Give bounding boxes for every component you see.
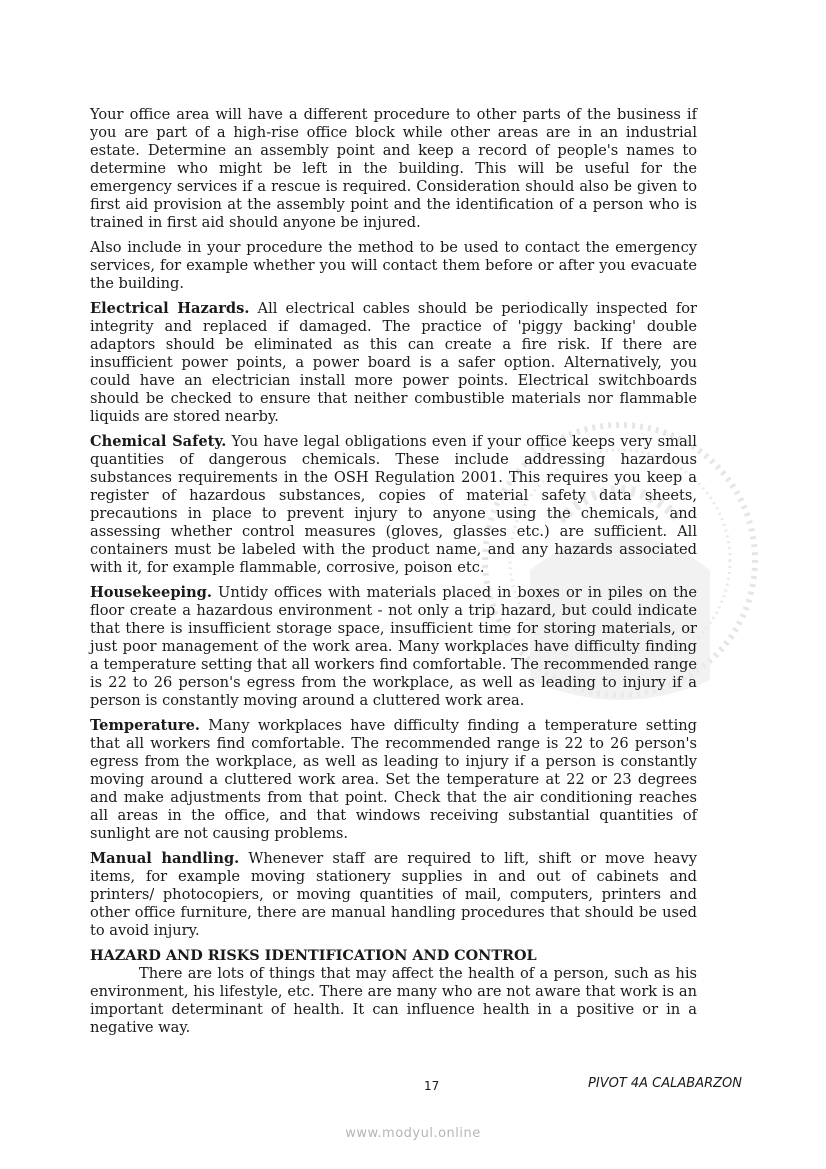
paragraph-closing: There are lots of things that may affect the health of a person, such as his environment, his lifestyle, etc. There are many who are not aware that work is an important determinant of health. It can influence health in a positive or in a negative way.	[90, 965, 697, 1036]
section-electrical-lead: Electrical Hazards.	[90, 300, 250, 317]
site-watermark-text: www.modyul.online	[345, 1126, 481, 1141]
page-body	[90, 106, 697, 1044]
section-heading: HAZARD AND RISKS IDENTIFICATION AND CONTROL	[90, 947, 537, 964]
section-chemical-safety	[90, 433, 697, 577]
paragraph-assembly-point: Your office area will have a different procedure to other parts of the business if you are part of a high-rise office block while other areas are in an industrial estate. Determine an assembly point and keep a record of people's names to determine who might be left in the building. This will be useful for the emergency services if a rescue is required. Consideration should also be given to first aid provision at the assembly point and the identification of a person who is trained in first aid should anyone be injured.	[90, 106, 697, 231]
section-electrical-text: All electrical cables should be periodically inspected for integrity and replaced if damaged. The practice of 'piggy backing' double adaptors should be eliminated as this can create a fire risk. If there are insufficient power points, a power board is a safer option. Alternatively, you could have an electrician install more power points. Electrical switchboards should be checked to ensure that neither combustible materials nor flammable liquids are stored nearby.	[90, 300, 697, 425]
section-electrical-hazards	[90, 300, 697, 426]
section-housekeeping-text: Untidy offices with materials placed in boxes or in piles on the floor create a hazardous environment - not only a trip hazard, but could indicate that there is insufficient storage space, insufficient time for storing materials, or just poor management of the work area. Many workplaces have difficulty finding a temperature setting that all workers find comfortable. The recommended range is 22 to 26 person's egress from the workplace, as well as leading to injury if a person is constantly moving around a cluttered work area.	[90, 584, 697, 709]
paragraph-emergency-contact: Also include in your procedure the method to be used to contact the emergency services, for example whether you will contact them before or after you evacuate the building.	[90, 239, 697, 292]
section-chemical-lead: Chemical Safety.	[90, 433, 227, 450]
section-temperature-text: Many workplaces have difficulty finding a temperature setting that all workers find comfortable. The recommended range is 22 to 26 person's egress from the workplace, as well as leading to injury if a person is constantly moving around a cluttered work area. Set the temperature at 22 or 23 degrees and make adjustments from that point. Check that the air conditioning reaches all areas in the office, and that windows receiving substantial quantities of sunlight are not causing problems.	[90, 717, 697, 842]
section-manual-handling	[90, 850, 697, 940]
section-temperature	[90, 717, 697, 843]
section-housekeeping-lead: Housekeeping.	[90, 584, 212, 601]
section-manual-text: Whenever staff are required to lift, shift or move heavy items, for example moving stationery supplies in and out of cabinets and printers/ photocopiers, or moving quantities of mail, computers, printers and other office furniture, there are manual handling procedures that should be used to avoid injury.	[90, 850, 697, 939]
page-number: 17	[424, 1079, 440, 1093]
section-housekeeping	[90, 584, 697, 710]
section-chemical-text: You have legal obligations even if your office keeps very small quantities of dangerous chemicals. These include addressing hazardous substances requirements in the OSH Regulation 2001. This requires you keep a register of hazardous substances, copies of material safety data sheets, precautions in place to prevent injury to anyone using the chemicals, and assessing whether control measures (gloves, glasses etc.) are sufficient. All containers must be labeled with the product name, and any hazards associated with it, for example flammable, corrosive, poison etc.	[90, 433, 697, 576]
footer-label: PIVOT 4A CALABARZON	[588, 1076, 742, 1091]
section-manual-lead: Manual handling.	[90, 850, 240, 867]
section-temperature-lead: Temperature.	[90, 717, 200, 734]
